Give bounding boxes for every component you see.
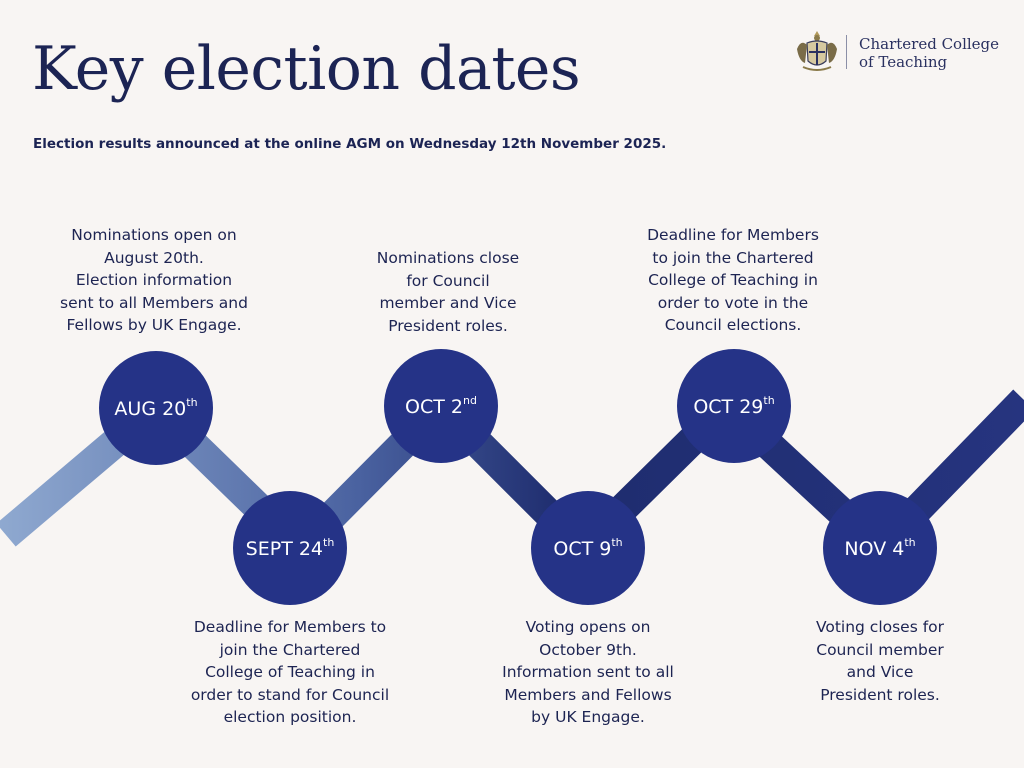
description-line: President roles. [388, 316, 508, 335]
milestone-oct-9 [531, 491, 645, 605]
brand-name-line1: Chartered College [859, 35, 1000, 53]
milestone-date-label: SEPT 24th [245, 536, 335, 560]
description-line: and Vice [846, 663, 914, 682]
milestone-date-label: OCT 2nd [405, 394, 477, 418]
milestone-date-label: OCT 9th [553, 536, 623, 560]
description-line: Election information [75, 271, 233, 290]
description-line: Nominations close [376, 249, 520, 267]
description-line: Members and Fellows [504, 685, 672, 704]
milestone-description-oct-9 [468, 616, 708, 729]
milestone-description-oct-29 [613, 224, 853, 337]
milestone-nov-4 [823, 491, 937, 605]
page-title: Key election dates [32, 34, 581, 104]
subtitle: Election results announced at the online AGM on Wednesday 12th November 2025. [33, 136, 667, 152]
description-line: sent to all Members and [60, 293, 248, 312]
description-line: election position. [223, 708, 357, 727]
description-line: Council elections. [664, 316, 802, 335]
milestone-description-aug-20 [34, 224, 274, 337]
description-line: October 9th. [539, 640, 637, 659]
milestone-description-nov-4 [760, 616, 1000, 706]
description-line: to join the Chartered [652, 248, 814, 267]
description-line: Voting opens on [525, 618, 651, 636]
milestone-oct-2 [384, 349, 498, 463]
milestone-oct-29 [677, 349, 791, 463]
description-line: join the Chartered [219, 640, 361, 659]
description-line: Council member [816, 640, 944, 659]
description-line: Deadline for Members to [193, 618, 387, 636]
description-line: August 20th. [104, 248, 204, 267]
milestone-description-sept-24 [170, 616, 410, 729]
description-line: member and Vice [379, 294, 517, 313]
description-line: Fellows by UK Engage. [66, 316, 242, 335]
milestone-date-label: NOV 4th [844, 536, 916, 560]
milestone-description-oct-2 [328, 247, 568, 337]
description-line: Voting closes for [815, 618, 945, 636]
description-line: College of Teaching in [648, 271, 818, 290]
description-line: President roles. [820, 685, 940, 704]
milestone-sept-24 [233, 491, 347, 605]
milestone-aug-20 [99, 351, 213, 465]
brand-name-line2: of Teaching [859, 53, 948, 71]
milestone-date-label: OCT 29th [693, 394, 775, 418]
description-line: Deadline for Members [647, 226, 819, 244]
description-line: Nominations open on [71, 226, 237, 244]
description-line: Information sent to all [502, 663, 674, 682]
milestone-date-label: AUG 20th [114, 396, 198, 420]
description-line: for Council [406, 271, 490, 290]
description-line: order to stand for Council [190, 685, 390, 704]
description-line: order to vote in the [657, 293, 809, 312]
description-line: by UK Engage. [531, 708, 645, 727]
description-line: College of Teaching in [205, 663, 375, 682]
